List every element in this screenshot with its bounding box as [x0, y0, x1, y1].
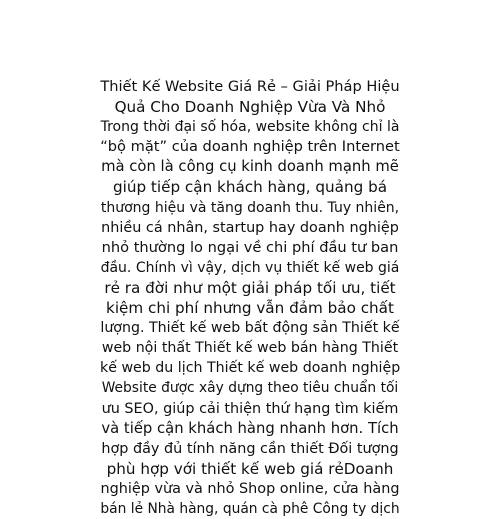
- text-line: mà còn là công cụ kinh doanh mạnh mẽ: [101, 158, 399, 176]
- text-line: lượng. Thiết kế web bất động sản Thiết kế: [100, 320, 400, 337]
- text-line: nghiệp vừa và nhỏ Shop online, cửa hàng: [100, 480, 400, 497]
- text-line: bán lẻ Nhà hàng, quán cà phê Công ty dịch: [100, 500, 400, 517]
- text-line: ưu SEO, giúp cải thiện thứ hạng tìm kiếm: [101, 400, 399, 417]
- text-line: “bộ mặt” của doanh nghiệp trên Internet: [100, 138, 400, 156]
- text-line: kiệm chi phí nhưng vẫn đảm bảo chất: [106, 299, 394, 318]
- text-line: phù hợp với thiết kế web giá rẻDoanh: [106, 459, 394, 478]
- text-line: Thiết Kế Website Giá Rẻ – Giải Pháp Hiệu: [100, 78, 400, 95]
- text-line: Trong thời đại số hóa, website không chỉ là: [100, 119, 400, 136]
- text-line: rẻ ra đời như một giải pháp tối ưu, tiết: [104, 278, 396, 297]
- text-line: Quả Cho Doanh Nghiệp Vừa Và Nhỏ: [114, 98, 386, 117]
- text-line: và tiếp cận khách hàng nhanh hơn. Tích: [101, 419, 399, 437]
- text-line: nhỏ thường lo ngại về chi phí đầu tư ban: [101, 238, 399, 256]
- text-line: đầu. Chính vì vậy, dịch vụ thiết kế web giá: [100, 259, 400, 276]
- text-line: thương hiệu và tăng doanh thu. Tuy nhiên,: [100, 199, 400, 216]
- text-line: nhiều cá nhân, startup hay doanh nghiệp: [101, 219, 399, 236]
- text-line: giúp tiếp cận khách hàng, quảng bá: [112, 178, 388, 197]
- text-line: kế web du lịch Thiết kế web doanh nghiệp: [100, 360, 401, 377]
- text-line: web nội thất Thiết kế web bán hàng Thiết: [101, 340, 399, 357]
- text-line: hợp đầy đủ tính năng cần thiết Đối tượng: [101, 440, 399, 457]
- text-line: Website được xây dựng theo tiêu chuẩn tối: [101, 380, 399, 397]
- article-text: [100, 77, 400, 519]
